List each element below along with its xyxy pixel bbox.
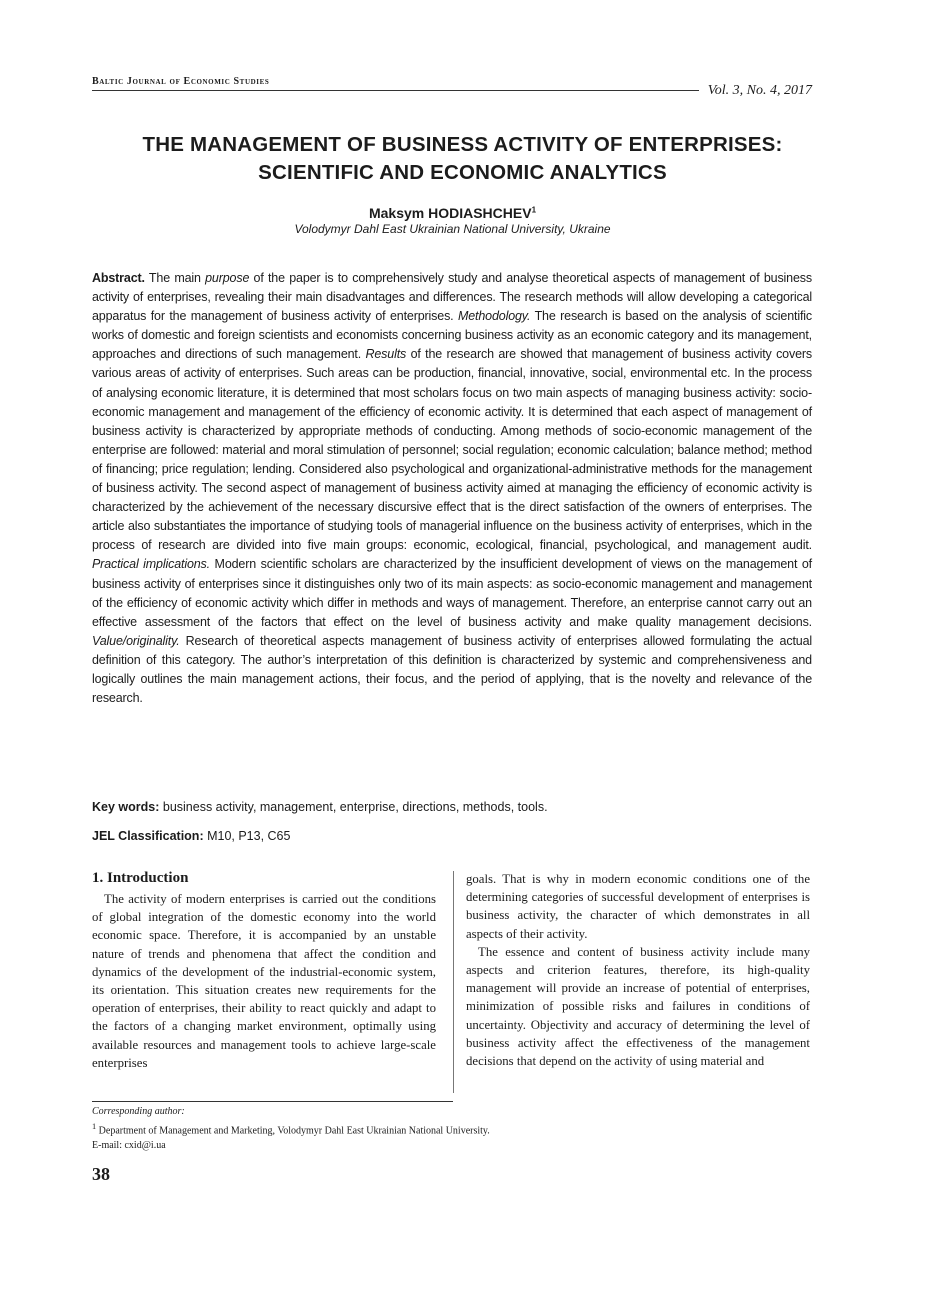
intro-paragraph-2: The essence and content of business activity include many aspects and criterion features, therefore, its high-quality management will provide an increase of potential of enterprises, minimization of possible risks and failures in conditions of uncertainty. Objectivity and accuracy of determining the level of business activity affect the effectiveness of the management decisions that depend on the activity of using material and (466, 944, 810, 1069)
corresponding-author-label: Corresponding author: (92, 1106, 185, 1117)
author-name-text: Maksym HODIASHCHEV (368, 205, 532, 221)
section-heading-introduction: 1. Introduction (92, 870, 189, 886)
intro-paragraph-1: The activity of modern enterprises is carried out the conditions of global integration of the domestic economy into the world economic space. Therefore, it is accompanied by an unstable nature of trends and phenomena that affect the condition and dynamics of the development of the industrial-economic system, its orientation. This situation creates new requirements for the operation of enterprises, their ability to react quickly and adapt to the factors of a changing market environment, optimally using available resources and management tools to achieve large-scale enterprises (92, 892, 436, 1070)
running-header (92, 76, 812, 100)
keywords (92, 800, 812, 814)
title-line-1: THE MANAGEMENT OF BUSINESS ACTIVITY OF ENTERPRISES: (142, 133, 783, 156)
right-column (466, 870, 810, 1070)
column-divider (453, 871, 454, 1093)
left-column (92, 869, 436, 1072)
author-name (0, 205, 905, 221)
jel-classification (92, 829, 812, 843)
journal-name: Baltic Journal of Economic Studies (92, 76, 270, 87)
title-line-2: SCIENTIFIC AND ECONOMIC ANALYTICS (258, 161, 667, 184)
jel-label: JEL Classification: (92, 829, 204, 843)
abstract-label: Abstract. (92, 271, 145, 285)
footnotes (92, 1104, 812, 1153)
keywords-text: business activity, management, enterprise, directions, methods, tools. (159, 800, 548, 814)
author-affiliation: Volodymyr Dahl East Ukrainian National University, Ukraine (294, 222, 611, 236)
volume-issue: Vol. 3, No. 4, 2017 (707, 83, 812, 98)
intro-paragraph-1-continued: goals. That is why in modern economic conditions one of the determining categories of successful development of enterprises is business activity, the character of which demonstrates in all aspects of their activity. (466, 872, 810, 941)
author-footnote-mark: 1 (531, 205, 537, 215)
keywords-label: Key words: (92, 800, 160, 814)
page-number: 38 (92, 1164, 110, 1184)
footnote-department: $^1$ Department of Management and Marketing, Volodymyr Dahl East Ukrainian National University. (92, 1122, 490, 1137)
jel-codes: M10, P13, C65 (203, 829, 291, 843)
purpose-term: purpose (205, 271, 250, 285)
paper-title (60, 131, 865, 187)
methodology-label: Methodology. (457, 309, 531, 324)
abstract: Abstract. The main purpose of the paper is to comprehensively study and analyse theoretical aspects of management of business activity of enterprises, revealing their main disadvantages and differences. The research methods will allow developing a categorical apparatus for the management of business activity of enterprises. Methodology. The research is based on the analysis of scientific works of domestic and foreign scientists and economists concerning business activity as an economic category and its management, approaches and directions of such management. Results of the research are showed that management of business activity covers various areas of activity of enterprises. Such areas can be production, financial, innovative, social, environmental etc. In the process of analysing economic literature, it is determined that most scholars focus on two main aspects of managing business activity: socio-economic management and management of the efficiency of economic activity. It is determined that each aspect of management of business activity is characterized by appropriate methods of conducting. Among methods of socio-economic management of the enterprise are followed: material and moral stimulation of personnel; social regulation; economic calculation; balance method; method of financing; price regulation; lending. Considered also psychological and organizational-administrative methods for the management of business activity. The second aspect of management of business activity aimed at managing the efficiency of economic activity is characterized by the achievement of the necessary discursive effect that is the direct satisfaction of the owners of enterprises. The article also substantiates the importance of studying tools of managerial influence on the business activity of enterprises, which in the process of research are divided into five main groups: economic, ecological, financial, psychological, and management audit. Practical implications. Modern scientific scholars are characterized by the insufficient development of views on the management of business activity of enterprises since it distinguishes only two of its main aspects: as socio-economic management and management of the efficiency of economic activity which differ in methods and ways of management. Therefore, an enterprise cannot carry out an effective assessment of the factors that effect on the level of business activity and make quality management decisions. Value/originality. Research of theoretical aspects management of business activity of enterprises allowed formulating the actual definition of this category. The author’s interpretation of this definition is characterized by systemic and comprehensiveness and logically outlines the main management actions, their focus, and the period of applying, that is the novelty and relevance of the research. (92, 271, 813, 706)
footnote-rule (92, 1101, 453, 1102)
results-label: Results (365, 347, 407, 362)
implications-label: Practical implications. (92, 557, 210, 572)
header-rule (92, 90, 699, 91)
originality-label: Value/originality. (92, 633, 180, 648)
author-email: E-mail: cxid@i.ua (92, 1140, 166, 1152)
